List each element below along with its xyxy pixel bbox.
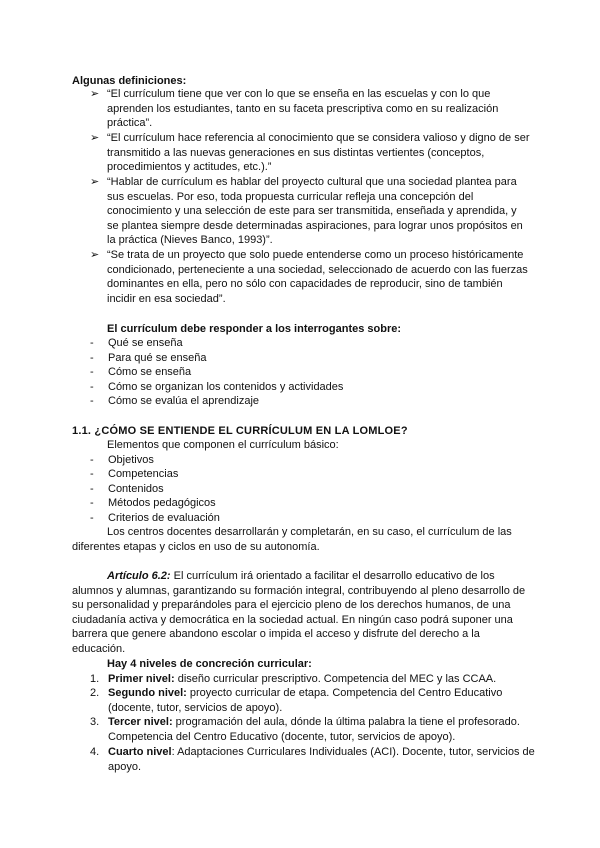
article-text: El currículum irá orientado a facilitar el desarrollo educativo de los alumnos y alumnas, garantizando su formación integral, contribuyendo al pleno desarrollo de su personalidad y preparándoles para el ejercicio pleno de los derechos humanos, de una ciudadanía activa y democrática en la sociedad actual. En ningún caso podrá suponer una barrera que genere abandono escolar o impida el acceso y disfrute del derecho a la educación. (72, 570, 526, 655)
level-label: Primer nivel: (108, 673, 175, 685)
level-label: Tercer nivel: (108, 716, 173, 728)
arrow-bullet-icon: ➢ (90, 176, 100, 188)
section-closing: Los centros docentes desarrollarán y completarán, en su caso, el currículum de las diferentes etapas y ciclos en uso de su autonomía. (72, 526, 512, 553)
questions-heading: El currículum debe responder a los interrogantes sobre: (107, 323, 402, 335)
arrow-bullet-icon: ➢ (90, 132, 100, 144)
article-label: Artículo 6.2: (107, 570, 171, 582)
article-paragraph (72, 569, 532, 656)
section-title: 1.1. ¿CÓMO SE ENTIENDE EL CURRÍCULUM EN LA LOMLOE? (72, 425, 408, 437)
definition-text: “El currículum hace referencia al conocimiento que se considera valioso y digno de ser transmitido a las nuevas generaciones en sus distintas vertientes (conceptos, procedimientos y actitudes, etc.).” (107, 132, 530, 173)
level-label: Cuarto nivel (108, 746, 172, 758)
document-page: Algunas definiciones: ➢ “El currículum tiene que ver con lo que se enseña en las escuelas y con lo que aprenden los estudiantes, tanto en su faceta prescriptiva como en su realización práctica”. ➢ “El currículum hace referencia al conocimiento que se considera valioso y digno de ser transmitido a las nuevas generaciones en sus distintas vertientes (conceptos, procedimientos y actitudes, etc.).” ➢ “Hablar de currículum es hablar del proyecto cultural que una sociedad plantea para sus escuelas. Por eso, toda propuesta curricular refleja una concepción del conocimiento y una selección de este para ser transmitida, enseñada y aprendida, y se plantea siempre desde determinadas aspiraciones, para lograr unos propósitos en la práctica (Nieves Banco, 1993)”. ➢ “Se trata de un proyecto que solo puede entenderse como un proceso históricamente condicionado, perteneciente a una sociedad, seleccionado de acuerdo con las fuerzas dominantes en ella, pero no sólo con capacidades de reproducir, sino de también incidir en esa sociedad”. El currículum debe responder a los interrogantes sobre: - Qué se enseña - Para qué se enseña - Cómo se enseña - Cómo se organizan los contenidos y actividades - Cómo se evalúa el aprendizaje 1.1. ¿CÓMO SE ENTIENDE EL CURRÍCULUM EN LA LOMLOE? Elementos que componen el currículum básico: - Objetivos - Competencias - Contenidos - Métodos pedagógicos - Criterios de evaluación Los centros docentes desarrollarán y completarán, en su caso, el currículum de las diferentes etapas y ciclos en uso de su autonomía. Artículo 6.2: El currículum irá orientado a facilitar el desarrollo educativo de los alumnos y alumnas, garantizando su formación integral, contribuyendo al pleno desarrollo de su personalidad y preparándoles para el ejercicio pleno de los derechos humanos, de una ciudadanía activa y democrática en la sociedad actual. En ningún caso podrá suponer una barrera que genere abandono escolar o impida el acceso y disfrute del derecho a la educación. Hay 4 niveles de concreción curricular: 1. Primer nivel: diseño curricular prescriptivo. Competencia del MEC y las CCAA. 2. Segundo nivel: proyecto curricular de etapa. Competencia del Centro Educativo (docente, tutor, servicios de apoyo). 3. Tercer nivel: programación del aula, dónde la última palabra la tiene el profesorado. Competencia del Centro Educativo (docente, tutor, servicios de apoyo). 4. Cuarto nivel: Adaptaciones Curriculares Individuales (ACI). Docente, tutor, servicios de apoyo. (72, 75, 535, 773)
level-label: Segundo nivel: (108, 687, 187, 699)
levels-heading: Hay 4 niveles de concreción curricular: (107, 658, 312, 670)
arrow-bullet-icon: ➢ (90, 88, 100, 100)
definition-text: “Se trata de un proyecto que solo puede entenderse como un proceso históricamente condicionado, perteneciente a una sociedad, seleccionado de acuerdo con las fuerzas dominantes en ella, pero no sólo con capacidades de reproducir, sino de también incidir en esa sociedad”. (107, 249, 528, 305)
definition-text: “El currículum tiene que ver con lo que se enseña en las escuelas y con lo que aprenden los estudiantes, tanto en su faceta prescriptiva como en su realización práctica”. (107, 88, 499, 129)
definition-text: “Hablar de currículum es hablar del proyecto cultural que una sociedad plantea para sus escuelas. Por eso, toda propuesta curricular refleja una concepción del conocimiento y una selección de este para ser transmitida, enseñada y aprendida, y se plantea siempre desde determinadas aspiraciones, para lograr unos propósitos en la práctica (Nieves Banco, 1993)”. (107, 176, 523, 246)
definitions-heading: Algunas definiciones: (72, 75, 187, 87)
section-intro: Elementos que componen el currículum básico: (107, 439, 339, 451)
arrow-bullet-icon: ➢ (90, 249, 100, 261)
